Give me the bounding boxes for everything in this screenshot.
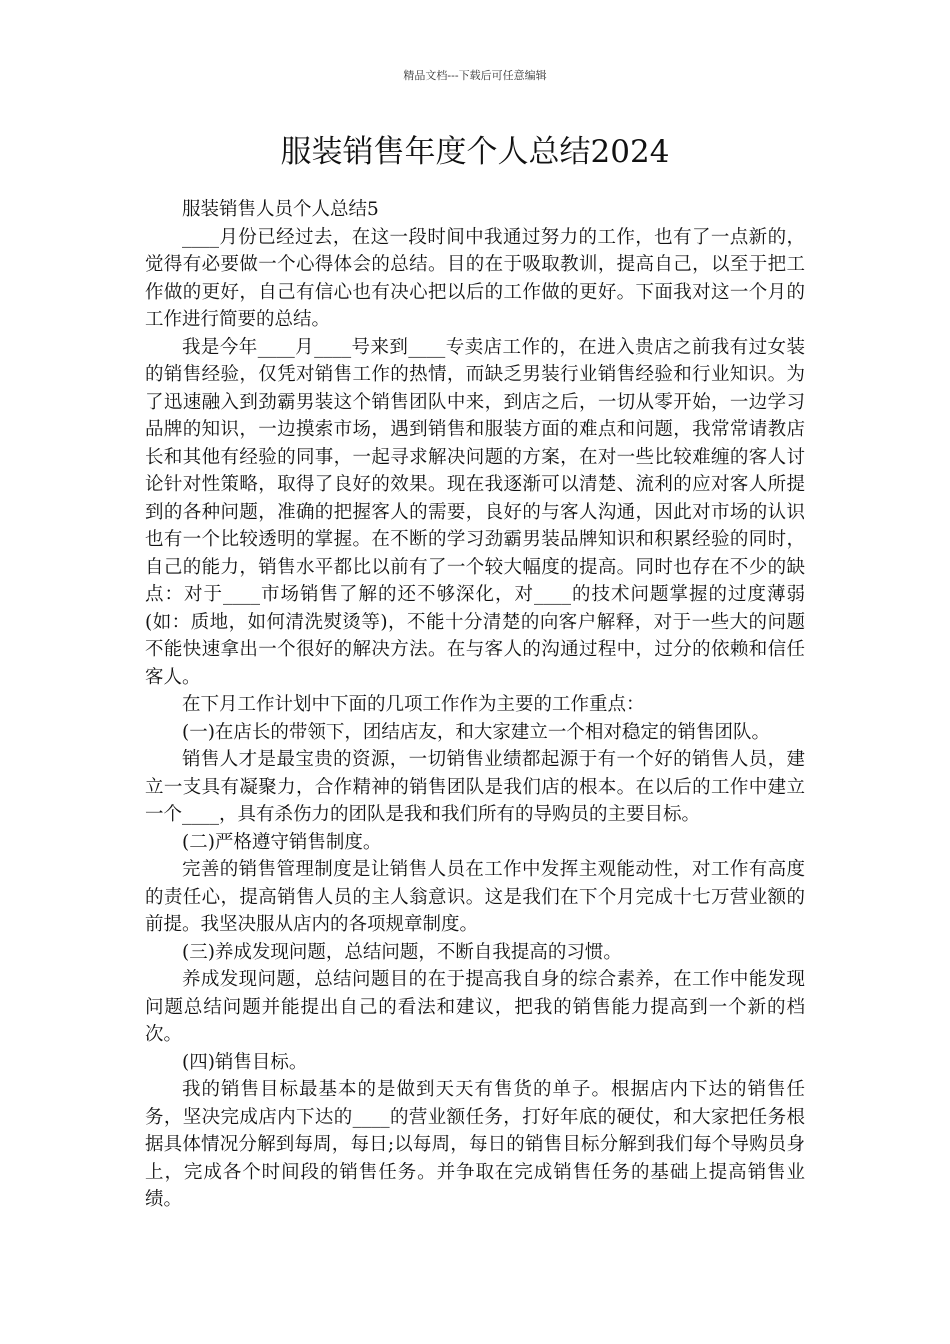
paragraph: 我的销售目标最基本的是做到天天有售货的单子。根据店内下达的销售任务，坚决完成店内下达的____的营业额任务，打好年底的硬仗，和大家把任务根据具体情况分解到每周，每日;以每周，每日的销售目标分解到我们每个导购员身上，完成各个时间段的销售任务。并争取在完成销售任务的基础上提高销售业绩。 xyxy=(145,1079,805,1210)
paragraph-subtitle: 服装销售人员个人总结5 xyxy=(182,199,379,220)
paragraph: 养成发现问题，总结问题目的在于提高我自身的综合素养，在工作中能发现问题总结问题并能提出自己的看法和建议，把我的销售能力提高到一个新的档次。 xyxy=(145,969,805,1045)
paragraph: 在下月工作计划中下面的几项工作作为主要的工作重点： xyxy=(182,694,645,715)
section-heading: (四)销售目标。 xyxy=(182,1051,308,1073)
section-heading: (三)养成发现问题，总结问题，不断自我提高的习惯。 xyxy=(182,941,622,963)
section-heading: (二)严格遵守销售制度。 xyxy=(182,831,382,853)
paragraph: 完善的销售管理制度是让销售人员在工作中发挥主观能动性，对工作有高度的责任心，提高销售人员的主人翁意识。这是我们在下个月完成十七万营业额的前提。我坚决服从店内的各项规章制度。 xyxy=(145,859,805,935)
document-body xyxy=(145,196,805,1214)
paragraph: ____月份已经过去，在这一段时间中我通过努力的工作，也有了一点新的，觉得有必要做一个心得体会的总结。目的在于吸取教训，提高自己，以至于把工作做的更好，自己有信心也有决心把以后的工作做的更好。下面我对这一个月的工作进行简要的总结。 xyxy=(145,226,805,330)
header-note: 精品文档---下载后可任意编辑 xyxy=(403,69,547,82)
document-title: 服装销售年度个人总结2024 xyxy=(280,134,670,170)
section-heading: (一)在店长的带领下，团结店友，和大家建立一个相对稳定的销售团队。 xyxy=(182,721,770,743)
paragraph: 销售人才是最宝贵的资源，一切销售业绩都起源于有一个好的销售人员，建立一支具有凝聚力，合作精神的销售团队是我们店的根本。在以后的工作中建立一个____，具有杀伤力的团队是我和我们所有的导购员的主要目标。 xyxy=(145,749,805,825)
paragraph: 我是今年____月____号来到____专卖店工作的，在进入贵店之前我有过女装的销售经验，仅凭对销售工作的热情，而缺乏男装行业销售经验和行业知识。为了迅速融入到劲霸男装这个销售团队中来，到店之后，一切从零开始，一边学习品牌的知识，一边摸索市场，遇到销售和服装方面的难点和问题，我常常请教店长和其他有经验的同事，一起寻求解决问题的方案，在对一些比较难缠的客人讨论针对性策略，取得了良好的效果。现在我逐渐可以清楚、流利的应对客人所提到的各种问题，准确的把握客人的需要，良好的与客人沟通，因此对市场的认识也有一个比较透明的掌握。在不断的学习劲霸男装品牌知识和积累经验的同时，自己的能力，销售水平都比以前有了一个较大幅度的提高。同时也存在不少的缺点：对于____市场销售了解的还不够深化，对____的技术问题掌握的过度薄弱(如：质地，如何清洗熨烫等)，不能十分清楚的向客户解释，对于一些大的问题不能快速拿出一个很好的解决方法。在与客人的沟通过程中，过分的依赖和信任客人。 xyxy=(145,336,805,688)
